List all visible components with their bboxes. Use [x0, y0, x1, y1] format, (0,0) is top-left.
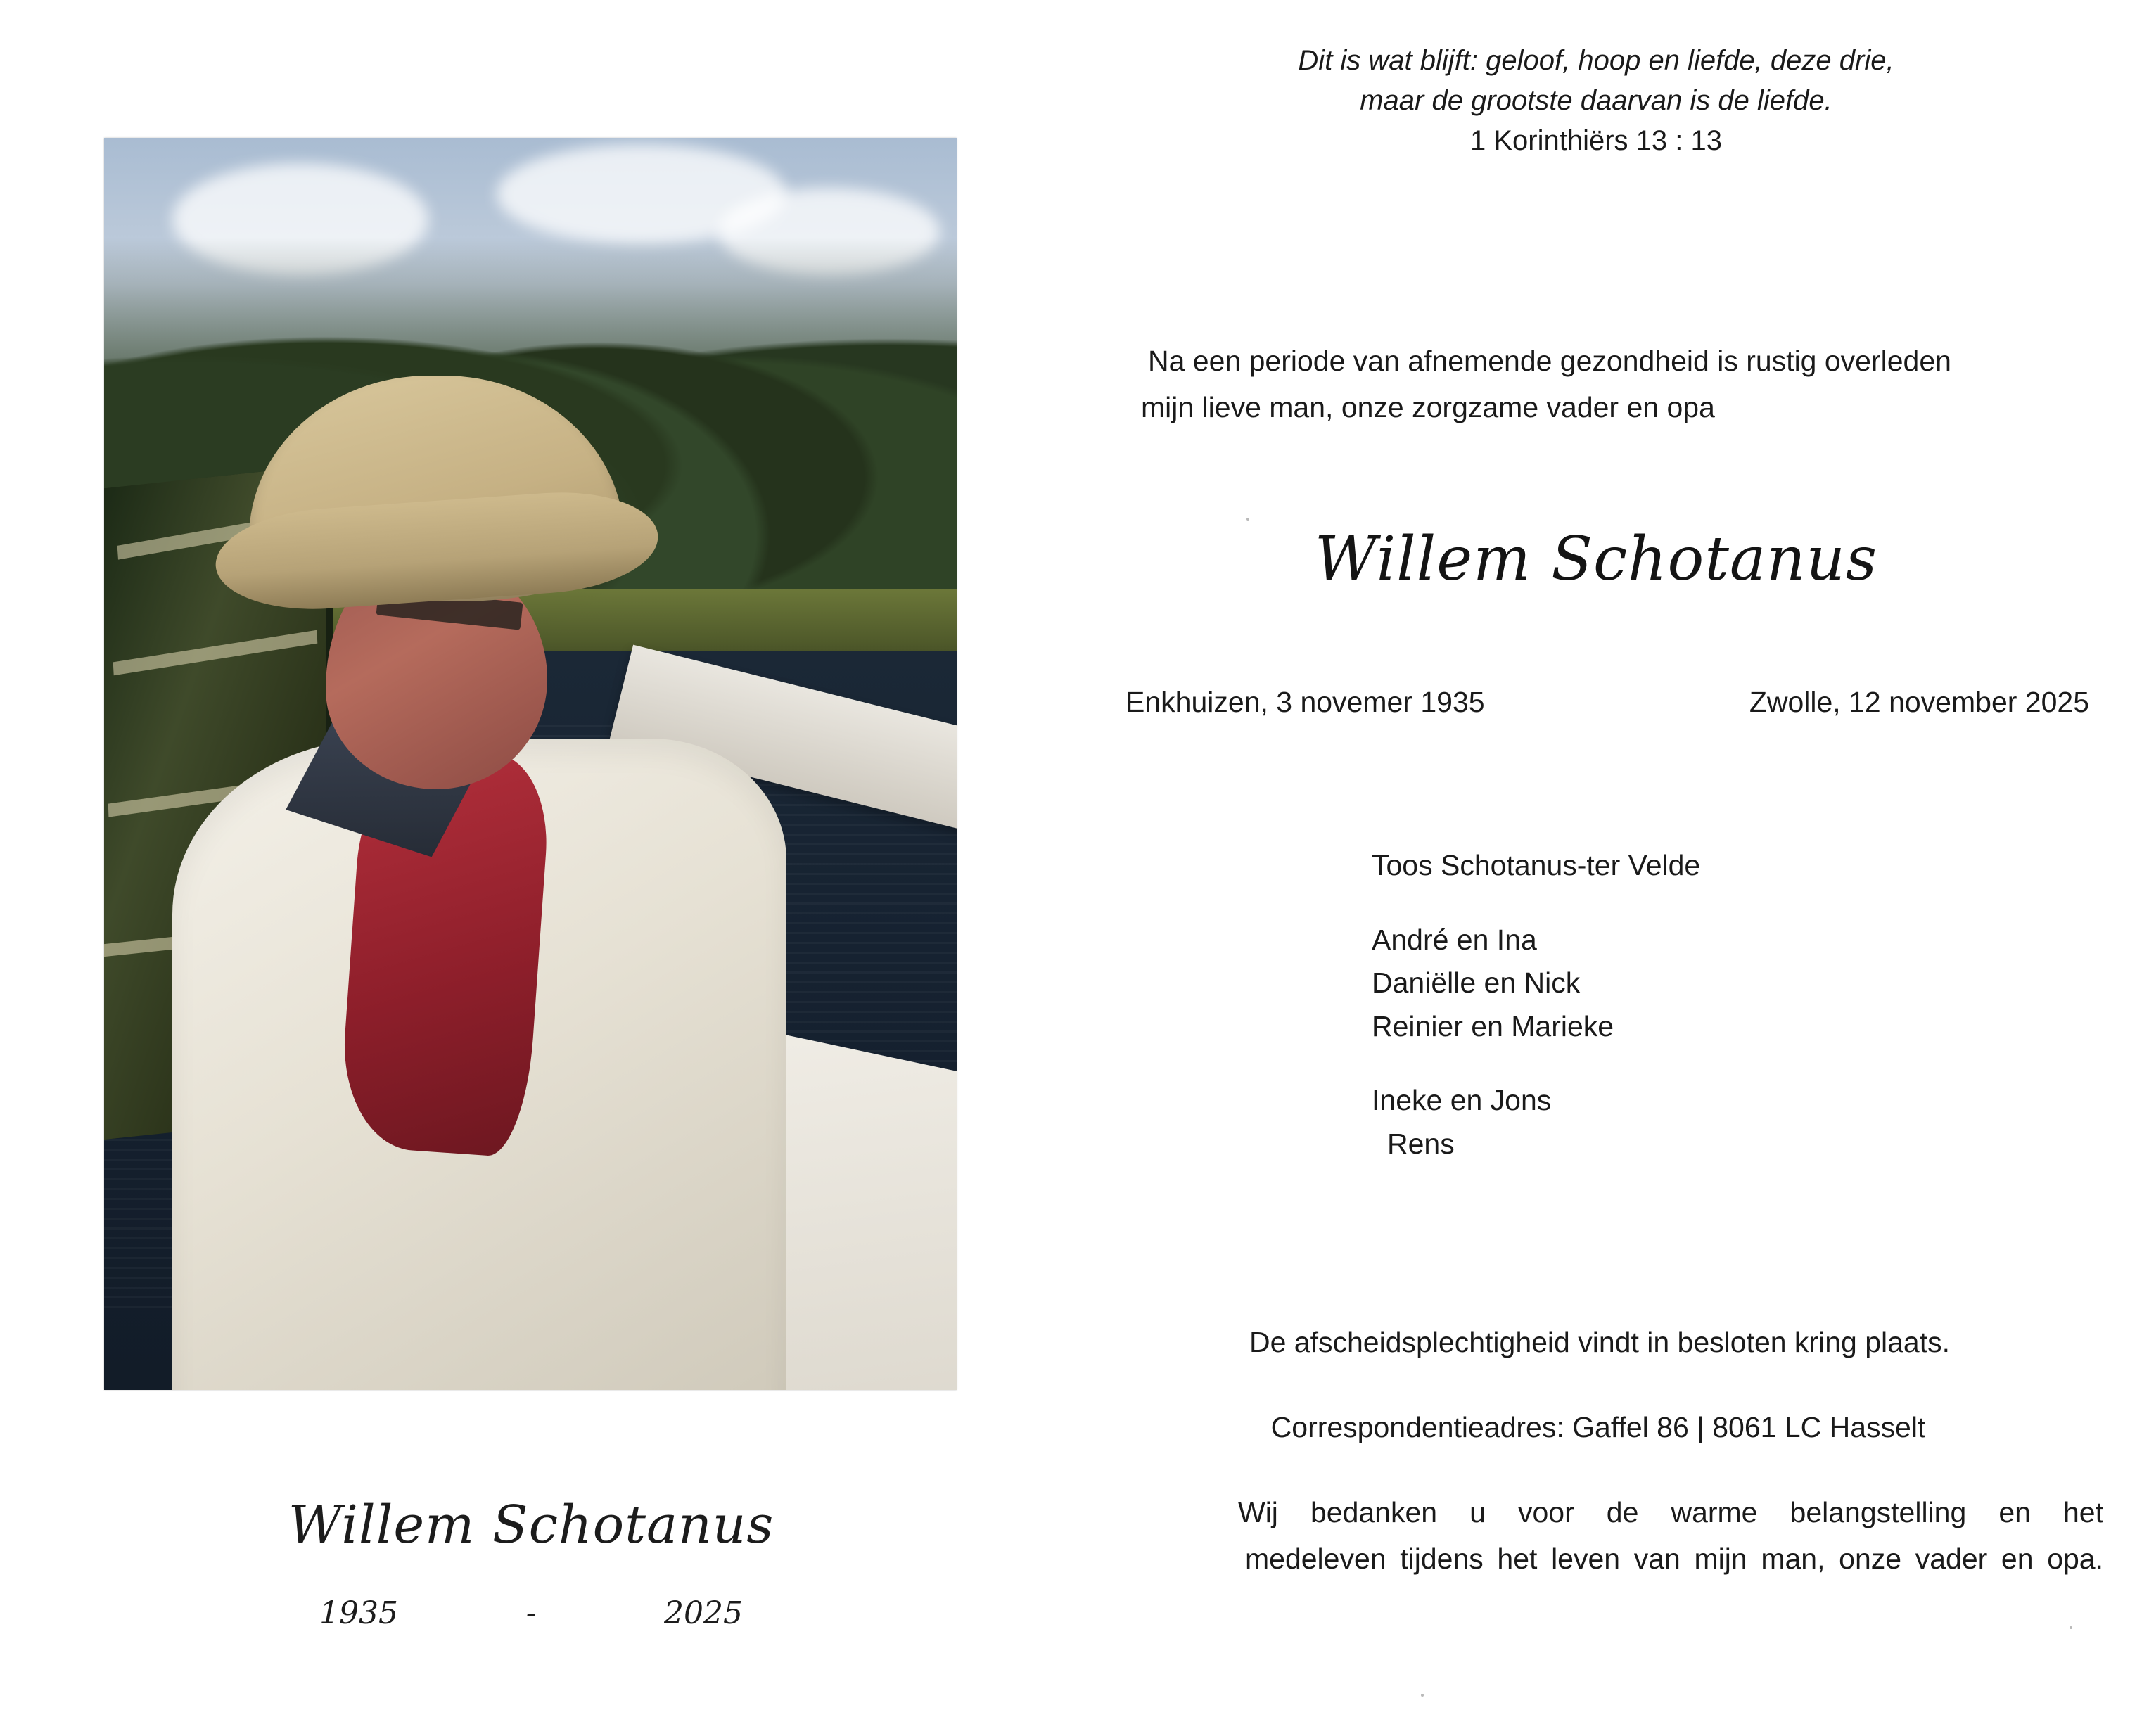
family-member: Daniëlle en Nick	[1372, 966, 1581, 999]
verse-line-1: Dit is wat blijft: geloof, hoop en liefde, deze drie,	[1298, 45, 1894, 76]
family-group	[1062, 1079, 2130, 1166]
family-member: Ineke en Jons	[1372, 1084, 1552, 1116]
photo-seat-stripe	[113, 630, 317, 675]
verse-line-2: maar de grootste daarvan is de liefde.	[1360, 84, 1832, 116]
left-page	[0, 0, 1062, 1736]
family-list	[1062, 844, 2130, 1196]
year-of-birth: 1935	[319, 1595, 398, 1631]
family-group	[1062, 919, 2130, 1049]
thanks-text	[1238, 1490, 2103, 1582]
family-member: Toos Schotanus-ter Velde	[1372, 849, 1701, 881]
thanks-line-2: medeleven tijdens het leven van mijn man, onze vader en opa.	[1245, 1542, 2103, 1575]
left-page-name: Willem Schotanus	[288, 1495, 774, 1555]
portrait-photo	[104, 138, 957, 1390]
correspondence-address: Correspondentieadres: Gaffel 86 | 8061 LC Hasselt	[1270, 1411, 1926, 1443]
right-page	[1062, 0, 2130, 1736]
year-separator: -	[525, 1595, 537, 1631]
year-of-death: 2025	[664, 1595, 743, 1631]
family-member: Reinier en Marieke	[1372, 1009, 1614, 1042]
paper-speck	[1421, 1694, 1424, 1697]
announcement-line-2: mijn lieve man, onze zorgzame vader en opa	[1141, 391, 1715, 424]
paper-speck	[2070, 1626, 2072, 1629]
family-member: André en Ina	[1372, 923, 1537, 956]
family-member: Rens	[1387, 1127, 1455, 1160]
announcement-text	[1125, 338, 2110, 431]
ceremony-note: De afscheidsplechtigheid vindt in besloten kring plaats.	[1249, 1326, 1950, 1358]
death-place-date: Zwolle, 12 november 2025	[1749, 686, 2089, 718]
paper-speck	[1246, 518, 1249, 521]
closing-info	[1062, 1326, 2130, 1444]
family-group	[1062, 844, 2130, 888]
left-page-years	[0, 1595, 1062, 1631]
thanks-line-1: Wij bedanken u voor de warme belangstelling en het	[1238, 1496, 2103, 1528]
birth-place-date: Enkhuizen, 3 novemer 1935	[1125, 686, 1485, 718]
bible-verse	[1062, 41, 2130, 160]
birth-death-dates	[1125, 686, 2103, 719]
deceased-name: Willem Schotanus	[1314, 524, 1878, 594]
announcement-line-1: Na een periode van afnemende gezondheid is rustig overleden	[1148, 345, 1951, 377]
verse-reference: 1 Korinthiërs 13 : 13	[1470, 125, 1722, 156]
